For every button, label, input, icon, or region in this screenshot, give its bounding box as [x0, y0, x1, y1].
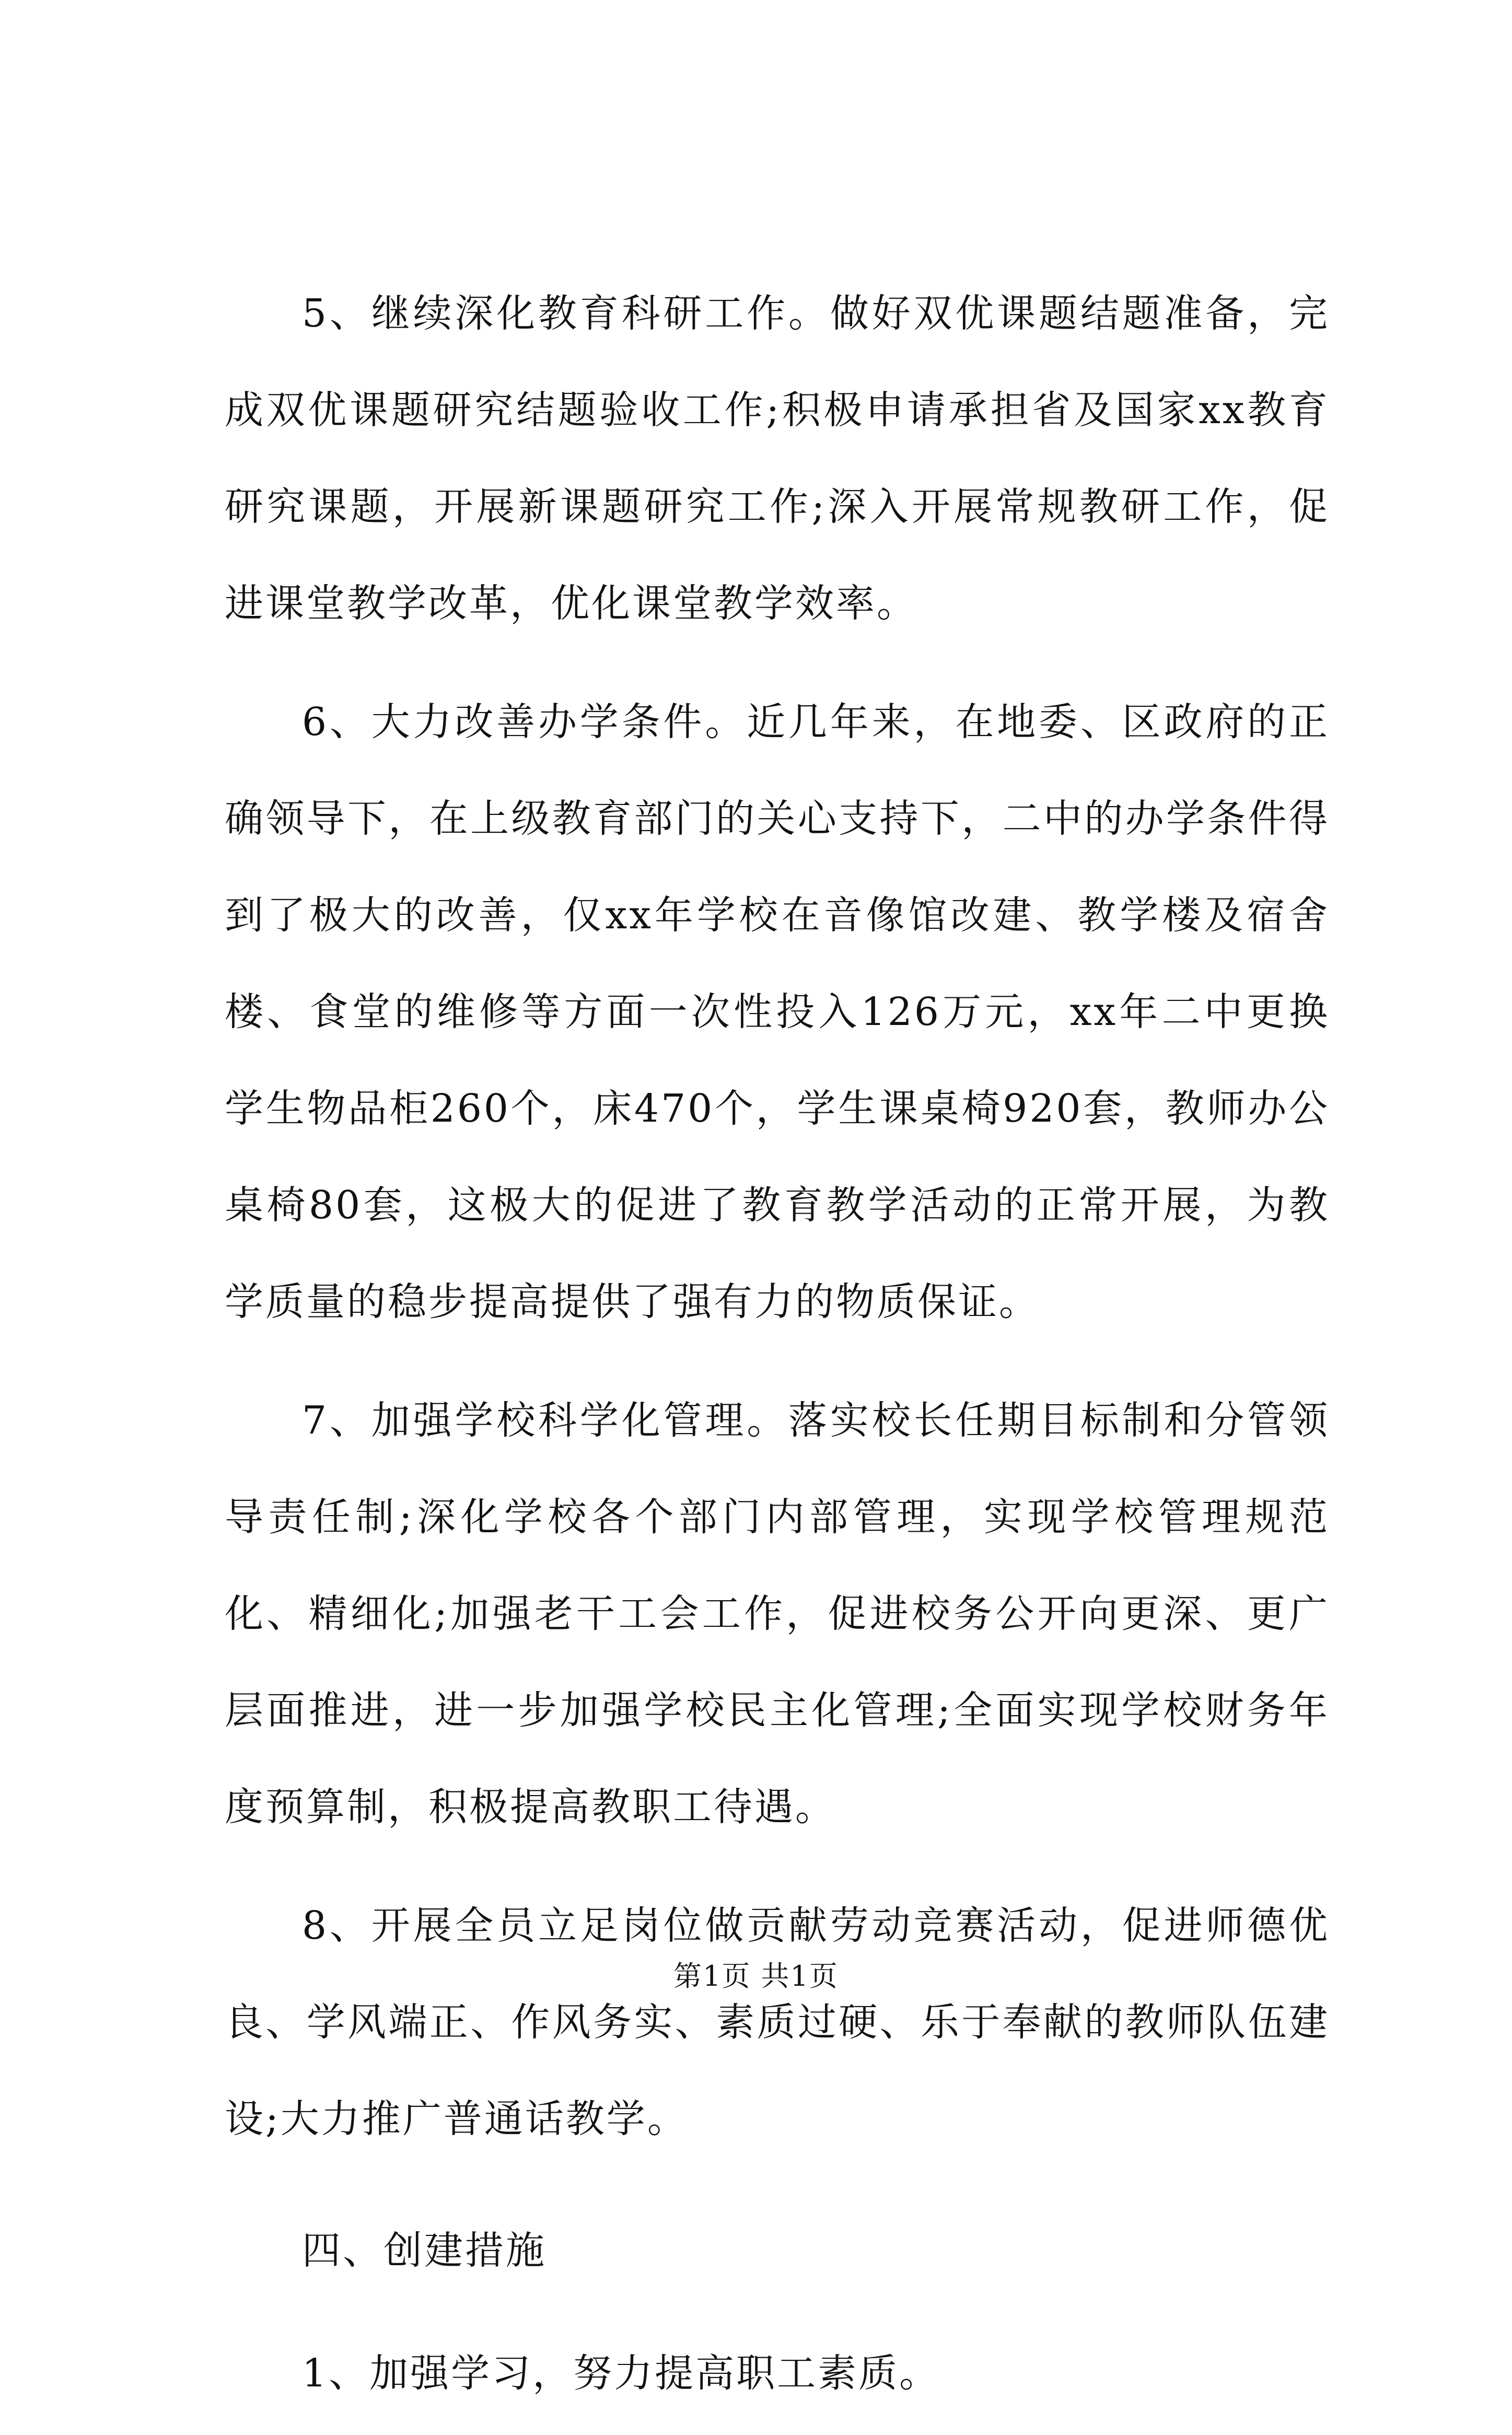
document-body [225, 265, 1330, 2435]
paragraph-management: 7、加强学校科学化管理。落实校长任期目标制和分管领导责任制;深化学校各个部门内部管理，实现学校管理规范化、精细化;加强老干工会工作，促进校务公开向更深、更广层面推进，进一步加强学校民主化管理;全面实现学校财务年度预算制，积极提高教职工待遇。 [225, 1398, 1330, 1830]
paragraph-conditions: 6、大力改善办学条件。近几年来，在地委、区政府的正确领导下，在上级教育部门的关心支持下，二中的办学条件得到了极大的改善，仅xx年学校在音像馆改建、教学楼及宿舍楼、食堂的维修等方面一次性投入126万元，xx年二中更换学生物品柜260个，床470个，学生课桌椅920套，教师办公桌椅80套，这极大的促进了教育教学活动的正常开展，为教学质量的稳步提高提供了强有力的物质保证。 [225, 700, 1330, 1324]
page-footer: 第1页 共1页 [673, 1960, 839, 1993]
section-heading: 四、创建措施 [302, 2228, 546, 2273]
measure-item-1: 1、加强学习，努力提高职工素质。 [302, 2351, 940, 2396]
paragraph-research: 5、继续深化教育科研工作。做好双优课题结题准备，完成双优课题研究结题验收工作;积极申请承担省及国家xx教育研究课题，开展新课题研究工作;深入开展常规教研工作，促进课堂教学改革，优化课堂教学效率。 [225, 291, 1330, 626]
paragraph-competition: 8、开展全员立足岗位做贡献劳动竞赛活动，促进师德优良、学风端正、作风务实、素质过硬、乐于奉献的教师队伍建设;大力推广普通话教学。 [225, 1903, 1330, 2141]
